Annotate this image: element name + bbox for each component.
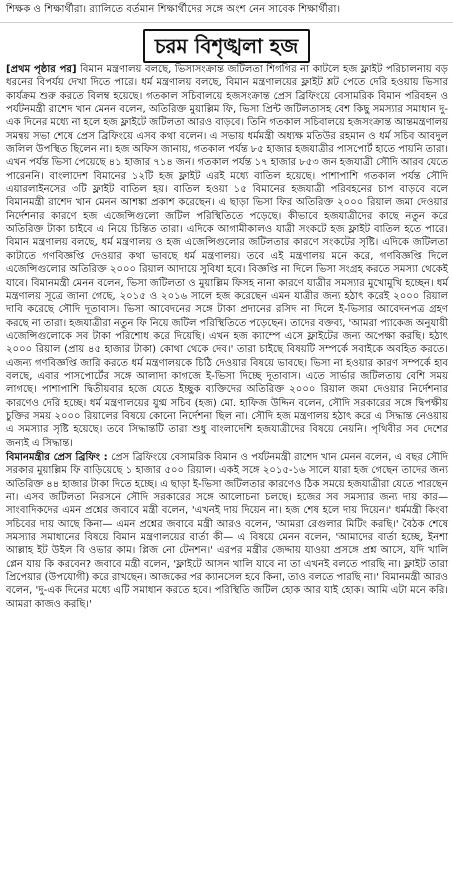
paragraph-2-text: প্রেস ব্রিফিংয়ে বেসামরিক বিমান ও পর্যটনমন্ত্রী রাশেদ খান মেনন বলেন, এ বছর সৌদি সরকার মুয়াল্লিম ফি বাড়িয়েছে ১ হাজার ৫০০ রিয়াল। একই সঙ্গে ২০১৫-১৬ সালে যারা হজ গেছেন তাদের জন্য অতিরিক্ত ৪৪ হাজার টাকা দিতে হচ্ছে। এ ছাড়া ই-ভিসা জটিলতার কারণেও ঠিক সময়ে হজযাত্রীরা যেতে পারছেন না। এসব জটিলতা নিরসনে সৌদি সরকারের সঙ্গে আলোচনা চলছে। হজের সব সমস্যার জন্য দায় কার— সাংবাদিকদের এমন প্রশ্নের জবাবে মন্ত্রী বলেন, 'এখনই দায় দিয়েন না। হজ শেষ হলে দায় দিয়েন।' ধর্মমন্ত্রী কিংবা সচিবের দায় আছে কিনা— এমন প্রশ্নের জবাবে মন্ত্রী আরও বলেন, 'আমরা রেগুলার মিটিং করছি।' বৈঠক শেষে সমস্যার সমাধানের বিষয়ে বিমান মন্ত্রণালয়ের বার্তা কী— এ বিষয়ে মেনন বলেন, 'আমাদের বার্তা হচ্ছে, ইনশা আল্লাহ ইট উইল বি ওভার কাম। প্লিজ নো টেনশন।' এরপর মন্ত্রীর জেদ্দায় যাওয়া প্রসঙ্গে প্রশ্ন আসে, যদি খালি প্লেন যায় কি করবেন? জবাবে মন্ত্রী বলেন, 'ফ্লাইটে আসন খালি যাবে না তা এখনই বলতে পারছি না। ফ্লাইট তারা প্রিপেয়ার (উপযোগী) করে রাখছেন। আজকের পর ক্যানসেল হবে কিনা, তাও বলতে পারছি না।' বিমানমন্ত্রী আরও বলেন, 'দু-এক দিনের মধ্যে এটি সমাধান করতে হবে। পরিস্থিতি জটিল হোক আর যাই হোক। আমি এটা মনে করি। আমরা কাজও করছি।' <box>6 451 448 610</box>
top-caption: শিক্ষক ও শিক্ষার্থীরা। র‍্যালিতে বর্তমান শিক্ষার্থীদের সঙ্গে অংশ নেন সাবেক শিক্ষার্থীরা। <box>0 0 453 23</box>
paragraph-1 <box>6 63 448 450</box>
paragraph-1-lead: [প্রথম পৃষ্ঠার পর] <box>6 64 77 75</box>
headline-container <box>0 29 453 63</box>
paragraph-2 <box>6 451 448 611</box>
headline: চরম বিশৃঙ্খলা হজ <box>143 29 310 63</box>
article-body <box>0 63 453 611</box>
paragraph-2-lead: বিমানমন্ত্রীর প্রেস ব্রিফিং : <box>6 451 108 463</box>
paragraph-1-text: বিমান মন্ত্রণালয় বলছে, ভিসাসংক্রান্ত জটিলতা শিগগির না কাটলে হজ ফ্লাইট পরিচালনায় বড় ধরনের বিপর্যয় দেখা দিতে পারে। ধর্ম মন্ত্রণালয় বলছে, বিমান মন্ত্রণালয়ের ফ্লাইট শ্লট পেতে দেরি হওয়ায় ভিসার কার্যক্রম শুরু করতে বিলম্ব হয়েছে। গতকাল সচিবালয়ে হজসংক্রান্ত প্রেস ব্রিফিংয়ে বেসামরিক বিমান পরিবহন ও পর্যটনমন্ত্রী রাশেদ খান মেনন বলেন, অতিরিক্ত মুয়াল্লিম ফি, ভিসা প্রিন্ট জটিলতাসহ বেশ কিছু সমস্যার সমাধান দু-এক দিনের মধ্যে না হলে হজ ফ্লাইটে জটিলতা আরও বাড়বে। তিনি গতকাল সচিবালয়ে হজসংক্রান্ত আন্তমন্ত্রণালয় সমন্বয় সভা শেষে প্রেস ব্রিফিংয়ে এসব কথা বলেন। এ সভায় ধর্মমন্ত্রী অধ্যক্ষ মতিউর রহমান ও ধর্ম সচিব আবদুল জলিল উপস্থিত ছিলেন না। হজ অফিস জানায়, গতকাল পর্যন্ত ৮৫ হাজার হজযাত্রীর পাসপোর্ট হাতে পায়নি তারা। এখন পর্যন্ত ভিসা পেয়েছে ৪১ হাজার ৭১৪ জন। গতকাল পর্যন্ত ১৭ হাজার ৮৫৩ জন হজযাত্রী সৌদি আরব যেতে পারেননি। বাংলাদেশ বিমানের ১২টি হজ ফ্লাইট এরই মধ্যে বাতিল হয়েছে। পাশাপাশি গতকাল পর্যন্ত সৌদি এয়ারলাইনসের ৩টি ফ্লাইট বাতিল হয়। বাতিল হওয়া ১৫ বিমানের হজযাত্রী পরিবহনের চাপ বাড়বে বলে বিমানমন্ত্রী রাশেদ খান মেনন আশঙ্কা প্রকাশ করেছেন। এ ছাড়া ভিসা ফির অতিরিক্ত ২০০০ রিয়াল জমা দেওয়ার নির্দেশনার কারণে হজ এজেন্সিগুলো জটিল পরিস্থিতিতে পড়েছে। কীভাবে হজযাত্রীদের কাছে নতুন করে অতিরিক্ত টাকা চাইবে এ নিয়ে চিন্তিত তারা। এদিকে আগামীকালও যাত্রী সংকটে হজ ফ্লাইট বাতিল হতে পারে। বিমান মন্ত্রণালয় বলছে, ধর্ম মন্ত্রণালয় ও হজ এজেন্সিগুলোর জটিলতার কারণে সংকটের সৃষ্টি। এদিকে জটিলতা কাটাতে গণবিজ্ঞপ্তি দেওয়ার কথা ভাবছে ধর্ম মন্ত্রণালয়। তবে এই মন্ত্রণালয় মনে করে, গণবিজ্ঞপ্তি দিলে এজেন্সিগুলোর অতিরিক্ত ২০০০ রিয়াল আদায়ে সুবিধা হবে। বিজ্ঞপ্তি না দিলে ভিসা সংগ্রহ করতে সমস্যা থেকেই যাবে। বিমানমন্ত্রী মেনন বলেন, ভিসা জটিলতা ও মুয়াল্লিম ফিসহ নানা কারণে যাত্রীর সমস্যার মুখোমুখি হচ্ছেন। ধর্ম মন্ত্রণালয় সূত্রে জানা গেছে, ২০১৫ ও ২০১৬ সালে হজ করেছেন এমন যাত্রীর জন্য হঠাৎ করেই ২০০০ রিয়াল দাবি করেছে সৌদি দূতাবাস। ভিসা আবেদনের সঙ্গে টাকা প্রদানের রসিদ না দিলে ই-ভিসার আবেদনপত্র গ্রহণ করছে না তারা। হজযাত্রীরা নতুন ফি নিয়ে জটিল পরিস্থিতিতে পড়েছেন। তাদের বক্তব্য, 'আমরা প্যাকেজ অনুযায়ী এজেন্সিগুলোকে সব টাকা পরিশোধ করে দিয়েছি। এখন হজ ক্যাম্পে এসে ফ্লাইটের জন্য অপেক্ষা করছি। হঠাৎ ২০০০ রিয়াল (প্রায় ৪৫ হাজার টাকা) কোথা থেকে দেব।' তারা চাইছে বিষয়টি সম্পর্কে সবাইকে অবহিত করতে। এজন্য গণবিজ্ঞপ্তি জারি করতে ধর্ম মন্ত্রণালয়কে চিঠি দেওয়ার বিষয়ে ভাবছে। ভিসা না হওয়ার কারণ সম্পর্কে হাব বলছে, এবার পাসপোর্টের সঙ্গে আলাদা কাগজে ই-ভিসা দিচ্ছে দূতাবাস। এতে সার্ভার জটিলতায় বেশি সময় লাগছে। পাশাপাশি দ্বিতীয়বার হজে যেতে ইচ্ছুক ব্যক্তিদের অতিরিক্ত ২০০০ রিয়াল জমা দেওয়ার নির্দেশনার কারণেও দেরি হচ্ছে। ধর্ম মন্ত্রণালয়ের যুগ্ম সচিব (হজ) মো. হাফিজ উদ্দিন বলেন, সৌদি সরকারের সঙ্গে দ্বিপক্ষীয় চুক্তির সময় ২০০০ রিয়ালের বিষয়ে কোনো নির্দেশনা ছিল না। সৌদি হজ মন্ত্রণালয় হঠাৎ করে এ সিদ্ধান্ত নেওয়ায় এ সমস্যার সৃষ্টি হয়েছে। তবে সিদ্ধান্তটি তারা শুধু বাংলাদেশি হজযাত্রীদের বিষয়ে নেয়নি। পৃথিবীর সব দেশের জন্যই এ সিদ্ধান্ত। <box>6 64 448 449</box>
